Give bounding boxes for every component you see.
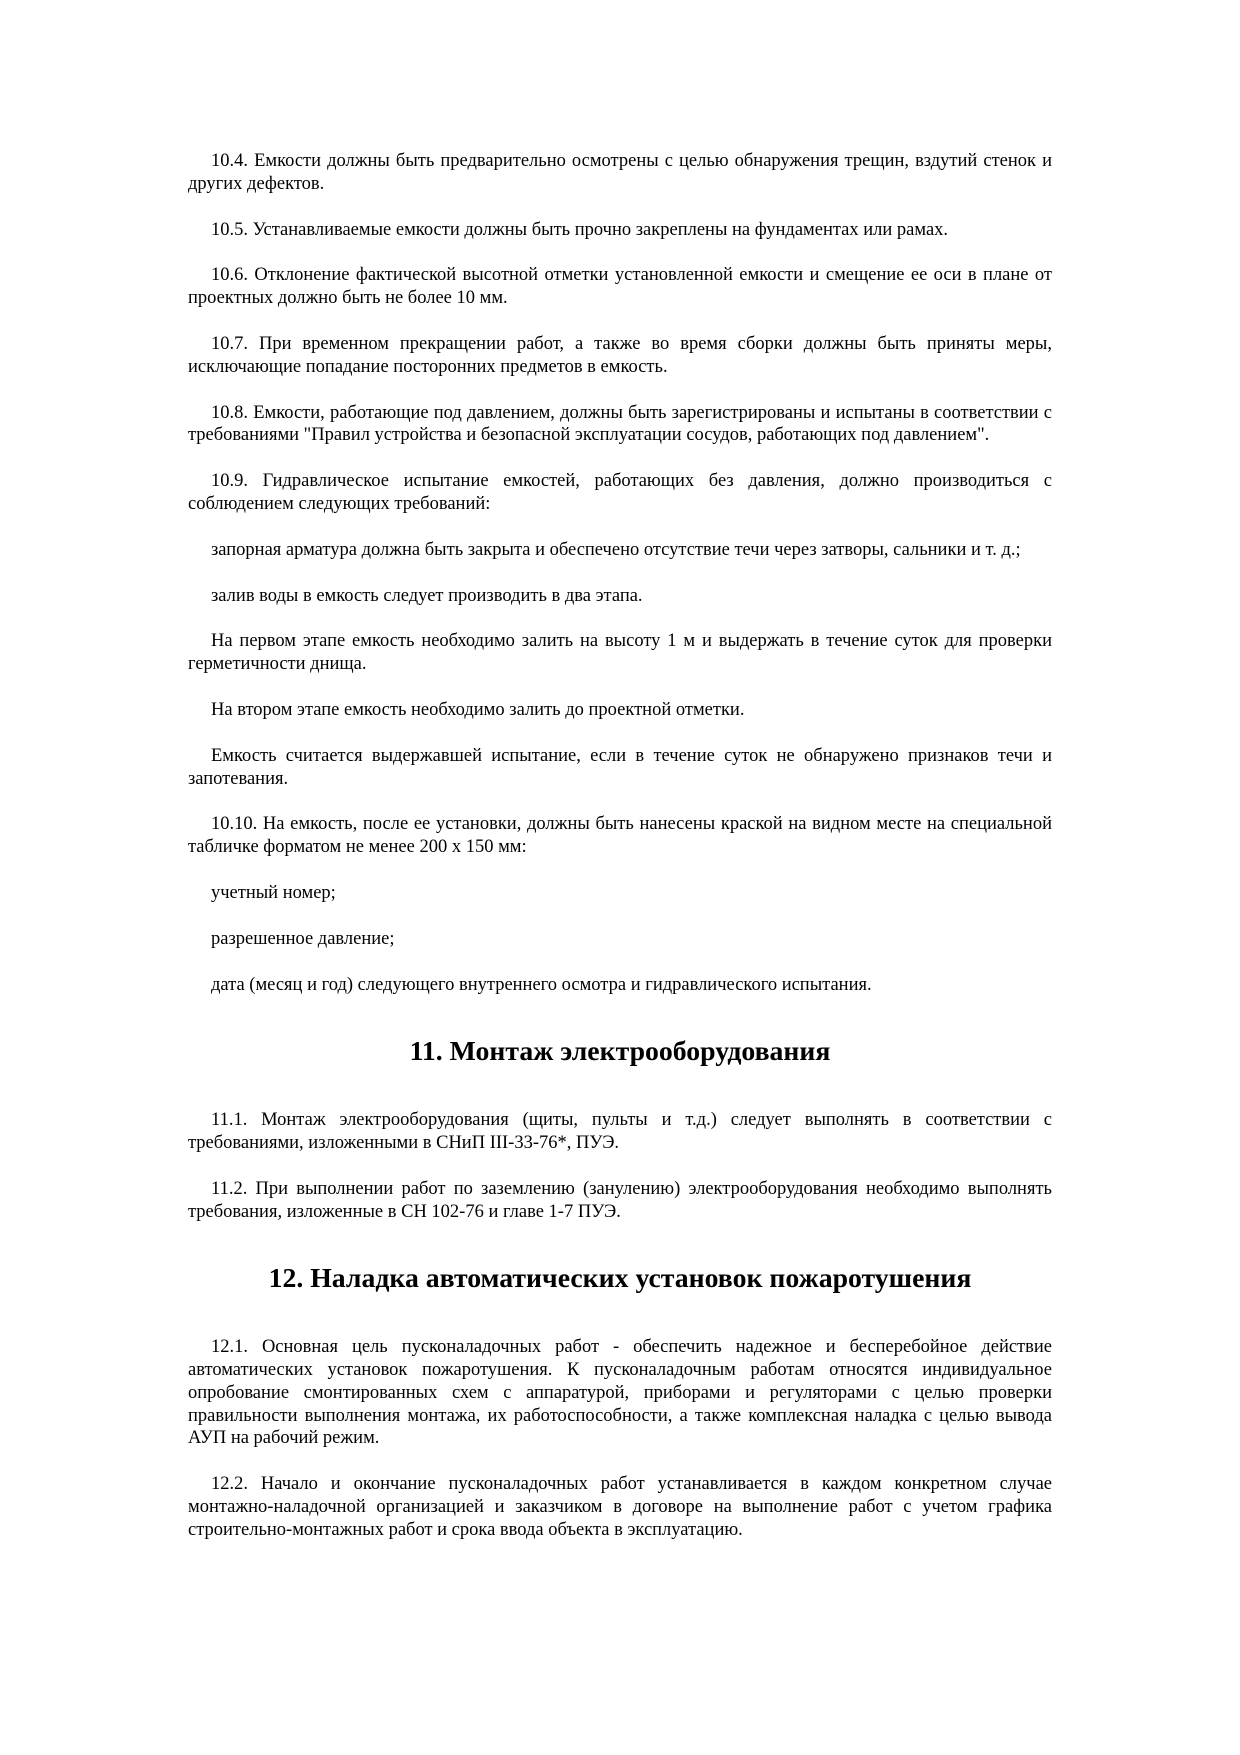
section-heading-12: 12. Наладка автоматических установок пожаротушения bbox=[268, 1263, 972, 1295]
paragraph-10-10-item-pressure: разрешенное давление; bbox=[211, 928, 395, 949]
paragraph-10-10-item-number: учетный номер; bbox=[211, 882, 336, 903]
paragraph-10-9-stage-one: На первом этапе емкость необходимо залить на высоту 1 м и выдержать в течение суток для проверки герметичности днища. bbox=[188, 631, 1052, 675]
paragraph-10-5: 10.5. Устанавливаемые емкости должны быть прочно закреплены на фундаментах или рамах. bbox=[211, 219, 949, 240]
paragraph-11-1: 11.1. Монтаж электрооборудования (щиты, пульты и т.д.) следует выполнять в соответствии с требованиями, изложенными в СНиП III-33-76*, ПУЭ. bbox=[188, 1110, 1052, 1153]
paragraph-10-9-result: Емкость считается выдержавшей испытание, если в течение суток не обнаружено признаков течи и запотевания. bbox=[188, 745, 1052, 789]
paragraph-10-4: 10.4. Емкости должны быть предварительно осмотрены с целью обнаружения трещин, вздутий стенок и других дефектов. bbox=[188, 151, 1052, 194]
paragraph-10-9-stage-two: На втором этапе емкость необходимо залить до проектной отметки. bbox=[211, 699, 745, 720]
paragraph-10-9-item-fill: залив воды в емкость следует производить в два этапа. bbox=[211, 585, 643, 606]
paragraph-10-10: 10.10. На емкость, после ее установки, должны быть нанесены краской на видном месте на специальной табличке форматом не менее 200 х 150 мм: bbox=[188, 814, 1052, 858]
section-heading-11: 11. Монтаж электрооборудования bbox=[409, 1036, 831, 1068]
paragraph-10-9-item-valves: запорная арматура должна быть закрыта и обеспечено отсутствие течи через затворы, сальники и т. д.; bbox=[211, 539, 1021, 560]
paragraph-10-7: 10.7. При временном прекращении работ, а также во время сборки должны быть приняты меры, исключающие попадание посторонних предметов в емкость. bbox=[188, 333, 1052, 377]
document-page bbox=[188, 150, 1052, 1564]
paragraph-10-6: 10.6. Отклонение фактической высотной отметки установленной емкости и смещение ее оси в плане от проектных должно быть не более 10 мм. bbox=[188, 265, 1052, 309]
paragraph-12-2: 12.2. Начало и окончание пусконаладочных работ устанавливается в каждом конкретном случае монтажно-наладочной организацией и заказчиком в договоре на выполнение работ с учетом графика строительно-монтажных работ и срока ввода объекта в эксплуатацию. bbox=[188, 1474, 1052, 1540]
paragraph-12-1: 12.1. Основная цель пусконаладочных работ - обеспечить надежное и бесперебойное действие автоматических установок пожаротушения. К пусконаладочным работам относятся индивидуальное опробование смонтированных схем с аппаратурой, приборами и регуляторами с целью проверки правильности выполнения монтажа, их работоспособности, а также комплексная наладка с целью вывода АУП на рабочий режим. bbox=[188, 1337, 1052, 1449]
paragraph-10-8: 10.8. Емкости, работающие под давлением, должны быть зарегистрированы и испытаны в соответствии с требованиями "Правил устройства и безопасной эксплуатации сосудов, работающих под давлением". bbox=[188, 402, 1052, 446]
paragraph-11-2: 11.2. При выполнении работ по заземлению (занулению) электрооборудования необходимо выполнять требования, изложенные в СН 102-76 и главе 1-7 ПУЭ. bbox=[188, 1178, 1052, 1222]
paragraph-10-10-item-date: дата (месяц и год) следующего внутреннего осмотра и гидравлического испытания. bbox=[211, 974, 872, 995]
paragraph-10-9: 10.9. Гидравлическое испытание емкостей, работающих без давления, должно производиться с соблюдением следующих требований: bbox=[188, 471, 1052, 514]
